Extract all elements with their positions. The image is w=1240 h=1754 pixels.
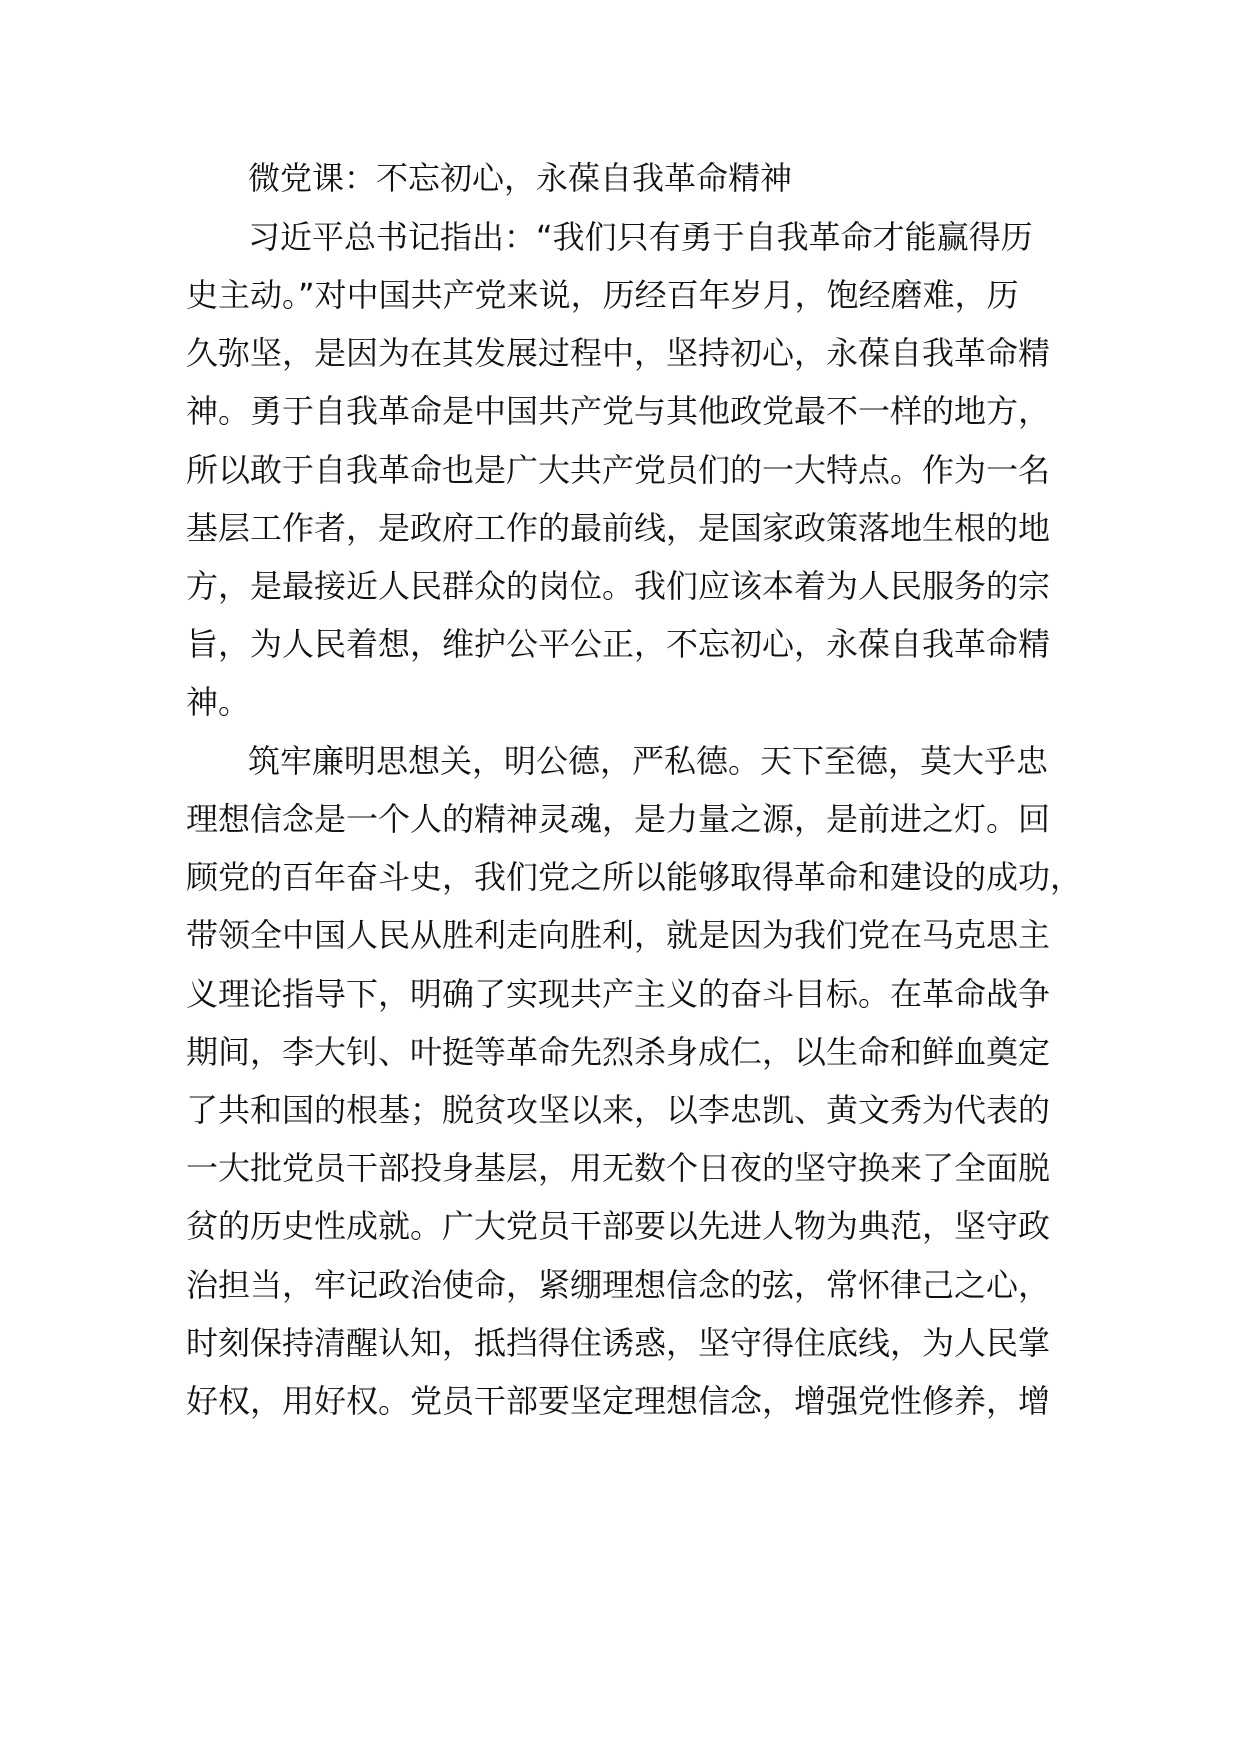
paragraph-2-line: 一大批党员干部投身基层，用无数个日夜的坚守换来了全面脱 — [186, 1149, 1051, 1187]
paragraph-1-line: 基层工作者，是政府工作的最前线，是国家政策落地生根的地 — [186, 509, 1051, 547]
paragraph-2-line: 贫的历史性成就。广大党员干部要以先进人物为典范，坚守政 — [186, 1207, 1051, 1245]
paragraph-2-line: 好权，用好权。党员干部要坚定理想信念，增强党性修养，增 — [186, 1382, 1051, 1420]
paragraph-1-line: 史主动。”对中国共产党来说，历经百年岁月，饱经磨难，历 — [186, 276, 1019, 314]
paragraph-2-line: 了共和国的根基；脱贫攻坚以来，以李忠凯、黄文秀为代表的 — [186, 1091, 1051, 1129]
document-title: 微党课：不忘初心，永葆自我革命精神 — [248, 159, 793, 197]
paragraph-2-line: 治担当，牢记政治使命，紧绷理想信念的弦，常怀律己之心， — [186, 1266, 1051, 1304]
paragraph-1-line: 方，是最接近人民群众的岗位。我们应该本着为人民服务的宗 — [186, 567, 1051, 605]
paragraph-2-line: 带领全中国人民从胜利走向胜利，就是因为我们党在马克思主 — [186, 916, 1051, 954]
paragraph-1-line: 久弥坚，是因为在其发展过程中，坚持初心，永葆自我革命精 — [186, 334, 1051, 372]
paragraph-1-line: 旨，为人民着想，维护公平公正，不忘初心，永葆自我革命精 — [186, 625, 1051, 663]
paragraph-2-line: 顾党的百年奋斗史，我们党之所以能够取得革命和建设的成功， — [186, 858, 1083, 896]
paragraph-2-line: 期间，李大钊、叶挺等革命先烈杀身成仁，以生命和鲜血奠定 — [186, 1033, 1051, 1071]
paragraph-1-line: 神。 — [186, 683, 251, 721]
paragraph-1-line: 习近平总书记指出：“我们只有勇于自我革命才能赢得历 — [248, 218, 1033, 256]
paragraph-2-line: 义理论指导下，明确了实现共产主义的奋斗目标。在革命战争 — [186, 975, 1051, 1013]
paragraph-2-line: 理想信念是一个人的精神灵魂，是力量之源，是前进之灯。回 — [186, 800, 1051, 838]
paragraph-1-line: 神。勇于自我革命是中国共产党与其他政党最不一样的地方， — [186, 392, 1051, 430]
paragraph-1-line: 所以敢于自我革命也是广大共产党员们的一大特点。作为一名 — [186, 451, 1051, 489]
paragraph-2-line: 筑牢廉明思想关，明公德，严私德。天下至德，莫大乎忠 — [248, 742, 1049, 780]
paragraph-2-line: 时刻保持清醒认知，抵挡得住诱惑，坚守得住底线，为人民掌 — [186, 1324, 1051, 1362]
